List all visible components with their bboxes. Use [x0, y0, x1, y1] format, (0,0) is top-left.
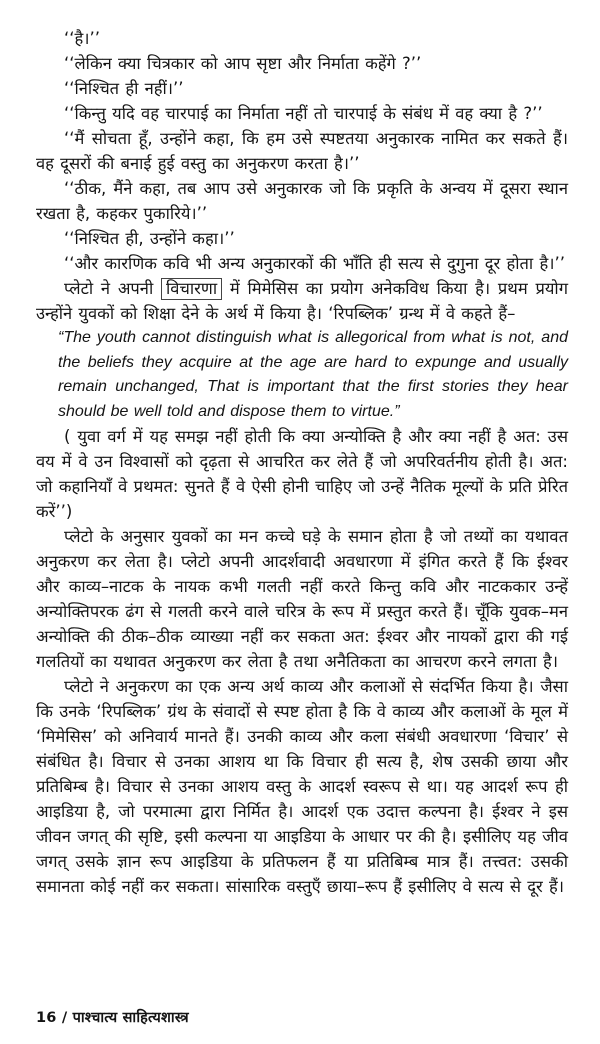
dialogue-line: ‘‘मैं सोचता हूँ, उन्होंने कहा, कि हम उसे स्पष्टतया अनुकारक नामित कर सकते हैं। वह दूसरों की बनाई हुई वस्तु का अनुकरण करता है।’’: [36, 129, 568, 173]
page-footer: [36, 1008, 568, 1028]
translation-paragraph: ( युवा वर्ग में यह समझ नहीं होती कि क्या अन्योक्ति है और क्या नहीं है अत: उस वय में वे उन विश्वासों को दृढ़ता से आचरित कर लेते हैं जो अपरिवर्तनीय होती है। अत: जो कहानियाँ वे प्रथमत: सुनते हैं वे ऐसी होनी चाहिए जो उन्हें नैतिक मूल्यों के प्रति प्रेरित करें’’): [36, 427, 568, 521]
dialogue-line: ‘‘और कारणिक कवि भी अन्य अनुकारकों की भाँति ही सत्य से दुगुना दूर होता है।’’: [64, 254, 565, 273]
page-number: 16: [36, 1010, 57, 1026]
paragraph-text: प्लेटो ने अपनी: [64, 279, 161, 298]
boxed-word: विचारणा: [161, 278, 222, 300]
paragraph-mimesis: [36, 276, 568, 326]
dialogue-line: ‘‘किन्तु यदि वह चारपाई का निर्माता नहीं तो चारपाई के संबंध में वह क्या है ?’’: [64, 104, 543, 123]
paragraph-idea: प्लेटो ने अनुकरण का एक अन्य अर्थ काव्य और कलाओं से संदर्भित किया है। जैसा कि उनके ‘रिपब्लिक’ ग्रंथ के संवादों से स्पष्ट होता है कि वे काव्य और कलाओं के मूल में ‘मिमेसिस’ को अनिवार्य मानते हैं। उनकी काव्य और कला संबंधी अवधारणा ‘विचार’ से संबंधित है। विचार से उनका आशय था कि विचार ही सत्य है, शेष उसकी छाया और प्रतिबिम्ब है। विचार से उनका आशय वस्तु के आदर्श स्वरूप से था। यह आदर्श रूप ही आइडिया है, जो परमात्मा द्वारा निर्मित है। आदर्श एक उदात्त कल्पना है। ईश्वर ने इस जीवन जगत् की सृष्टि, इसी कल्पना या आइडिया के आधार पर की है। इसीलिए यह जीव जगत् उसके ज्ञान रूप आइडिया के प्रतिफलन हैं या प्रतिबिम्ब मात्र हैं। तत्त्वत: उसकी समानता कोई नहीं कर सकता। सांसारिक वस्तुएँ छाया–रूप हैं इसीलिए वे सत्य से दूर हैं।: [36, 677, 568, 896]
paragraph-text: में मिमेसिस का प्रयोग अनेकविध किया है। प्रथम प्रयोग उन्होंने युवकों को शिक्षा देने के अर्थ में किया है। ‘रिपब्लिक’ ग्रन्थ में वे कहते हैं–: [36, 279, 568, 323]
dialogue-line: ‘‘लेकिन क्या चित्रकार को आप सृष्टा और निर्माता कहेंगे ?’’: [64, 54, 422, 73]
dialogue-line: ‘‘ठीक, मैंने कहा, तब आप उसे अनुकारक जो कि प्रकृति के अन्वय में दूसरा स्थान रखता है, कहकर पुकारिये।’’: [36, 179, 568, 223]
footer-separator: /: [56, 1010, 73, 1026]
paragraph-youth: प्लेटो के अनुसार युवकों का मन कच्चे घड़े के समान होता है जो तथ्यों का यथावत अनुकरण कर लेता है। प्लेटो अपनी आदर्शवादी अवधारणा में इंगित करते हैं कि ईश्वर और काव्य–नाटक के नायक कभी गलती नहीं करते किन्तु कवि और नाटककार उन्हें अन्योक्तिपरक ढंग से गलती करने वाले चरित्र के रूप में प्रस्तुत करते हैं। चूँकि युवक–मन अन्योक्ति की ठीक–ठीक व्याख्या नहीं कर सकता अत: ईश्वर और नायकों द्वारा की गई गलतियों का यथावत अनुकरण कर लेता है तथा अनैतिकता का आचरण करने लगता है।: [36, 527, 568, 671]
dialogue-line: ‘‘निश्चित ही नहीं।’’: [64, 79, 184, 98]
english-quote: “The youth cannot distinguish what is allegorical from what is not, and the beliefs they acquire at the age are hard to expunge and usually remain unchanged, That is important that the first stories they hear should be well told and dispose them to virtue.”: [58, 329, 568, 420]
dialogue-line: ‘‘है।’’: [64, 29, 100, 48]
dialogue-line: ‘‘निश्चित ही, उन्होंने कहा।’’: [64, 229, 235, 248]
book-title: पाश्चात्य साहित्यशास्त्र: [72, 1010, 189, 1026]
